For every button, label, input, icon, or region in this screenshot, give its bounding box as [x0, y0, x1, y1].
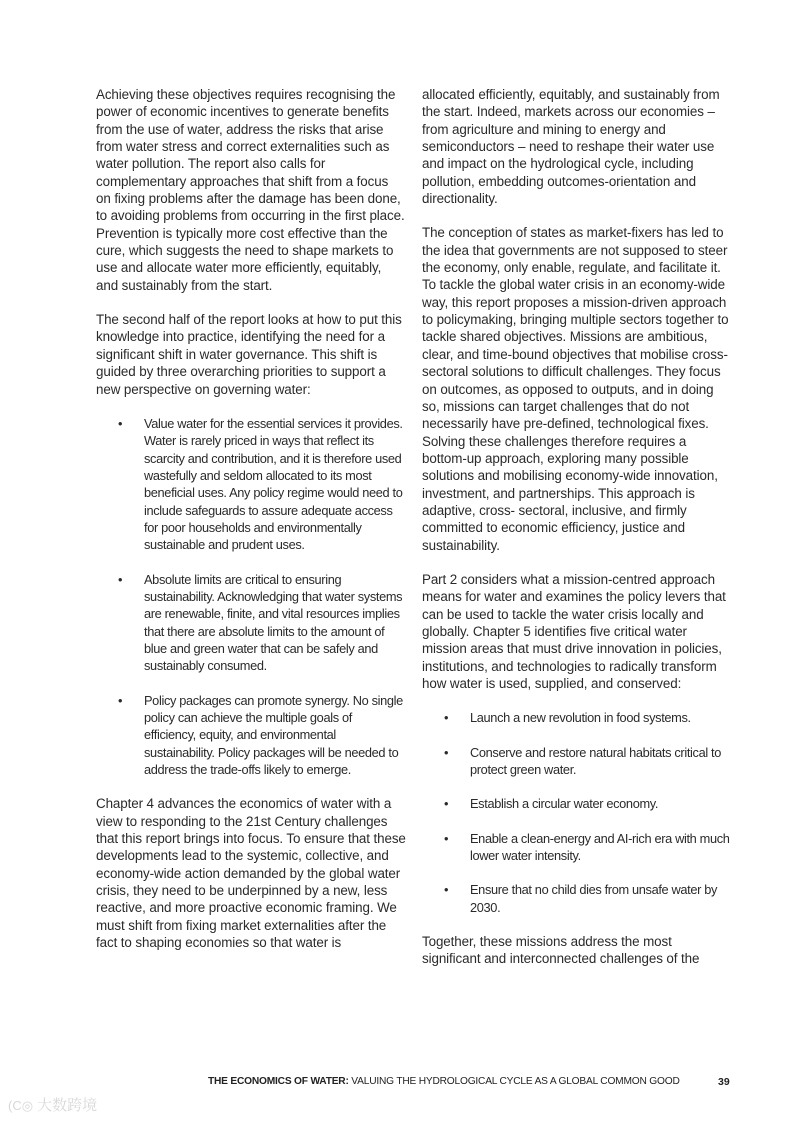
bullet-icon: •: [444, 796, 449, 812]
paragraph-second-half: The second half of the report looks at how to put this knowledge into practice, identifying the need for a significant shift in water governance. This shift is guided by three overarching priorities to support a new perspective on governing water:: [96, 312, 402, 397]
bullet-icon: •: [118, 692, 123, 708]
paragraph-part-2: Part 2 considers what a mission-centred approach means for water and examines the policy levers that can be used to tackle the water crisis locally and globally. Chapter 5 identifies five critical water mission areas that must drive innovation in policies, institutions, and technologies to radically transform how water is used, supplied, and conserved:: [422, 571, 726, 691]
paragraph-continuation: allocated efficiently, equitably, and sustainably from the start. Indeed, markets across our economies – from agriculture and mining to energy and semiconductors – need to reshape their water use and impact on the hydrological cycle, including pollution, embedding outcomes-orientation and directionality.: [422, 87, 720, 207]
watermark-logo-icon: (C◎: [8, 1098, 34, 1113]
bullet-icon: •: [118, 571, 123, 587]
list-item: • Enable a clean-energy and AI-rich era with much lower water intensity.: [444, 830, 730, 864]
paragraph-market-fixers: The conception of states as market-fixers has led to the idea that governments are not supposed to steer the economy, only enable, regulate, and facilitate it. To tackle the global water crisis in an economy-wide way, this report proposes a mission-driven approach to policymaking, bringing multiple sectors together to tackle shared objectives. Missions are ambitious, clear, and time-bound objectives that mobilise cross-sectoral solutions to difficult challenges. They focus on outcomes, as opposed to outputs, and in doing so, missions can target challenges that do not necessarily have pre-defined, technological fixes. Solving these challenges therefore requires a bottom-up approach, exploring many possible solutions and mobilising economy-wide innovation, investment, and partnerships. This approach is adaptive, cross- sectoral, inclusive, and firmly committed to economic efficiency, justice and sustainability.: [422, 225, 729, 553]
list-item: • Conserve and restore natural habitats critical to protect green water.: [444, 744, 722, 778]
missions-list: [422, 709, 732, 916]
footer-title-rest: VALUING THE HYDROLOGICAL CYCLE AS A GLOBAL COMMON GOOD: [348, 1076, 680, 1087]
paragraph-together: Together, these missions address the most significant and interconnected challenges of the: [422, 934, 700, 967]
left-column: [96, 86, 406, 968]
paragraph-objectives: Achieving these objectives requires recognising the power of economic incentives to generate benefits from the use of water, address the risks that arise from water stress and correct externalities such as water pollution. The report also calls for complementary approaches that shift from a focus on fixing problems after the damage has been done, to avoiding problems from occurring in the first place. Prevention is typically more cost effective than the cure, which suggests the need to shape markets to use and allocate water more efficiently, equitably, and sustainably from the start.: [96, 87, 405, 293]
bullet-icon: •: [444, 830, 449, 846]
list-item: • Absolute limits are critical to ensuring sustainability. Acknowledging that water systems are renewable, finite, and vital resources implies that there are absolute limits to the amount of blue and green water that can be safely and sustainably consumed.: [118, 571, 403, 674]
running-footer: [208, 1076, 680, 1087]
right-column: [422, 86, 732, 985]
list-item: • Value water for the essential services it provides. Water is rarely priced in ways that reflect its scarcity and contribution, and it is therefore used wastefully and seldom allocated to its most beneficial uses. Any policy regime would need to include safeguards to assure adequate access for poor households and environmentally sustainable and prudent uses.: [118, 415, 403, 553]
bullet-icon: •: [444, 710, 449, 726]
footer-title-bold: THE ECONOMICS OF WATER:: [208, 1076, 349, 1087]
list-item: • Ensure that no child dies from unsafe water by 2030.: [444, 882, 718, 915]
bullet-icon: •: [444, 744, 449, 760]
watermark: [8, 1094, 97, 1115]
list-item: • Launch a new revolution in food systems.: [444, 710, 691, 726]
watermark-text: 大数跨境: [37, 1097, 98, 1114]
bullet-icon: •: [118, 415, 123, 431]
paragraph-chapter-4: Chapter 4 advances the economics of water with a view to responding to the 21st Century challenges that this report brings into focus. To ensure that these developments lead to the systemic, collective, and economy-wide action demanded by the global water crisis, they need to be underpinned by a new, less reactive, and more proactive economic framing. We must shift from fixing market externalities after the fact to shaping economies so that water is: [96, 796, 406, 951]
priorities-list: [96, 415, 406, 779]
page-number: 39: [718, 1076, 730, 1088]
list-item: • Policy packages can promote synergy. No single policy can achieve the multiple goals of efficiency, equity, and environmental sustainability. Policy packages will be needed to address the trade-offs likely to emerge.: [118, 692, 403, 778]
list-item: • Establish a circular water economy.: [444, 796, 659, 812]
bullet-icon: •: [444, 882, 449, 898]
